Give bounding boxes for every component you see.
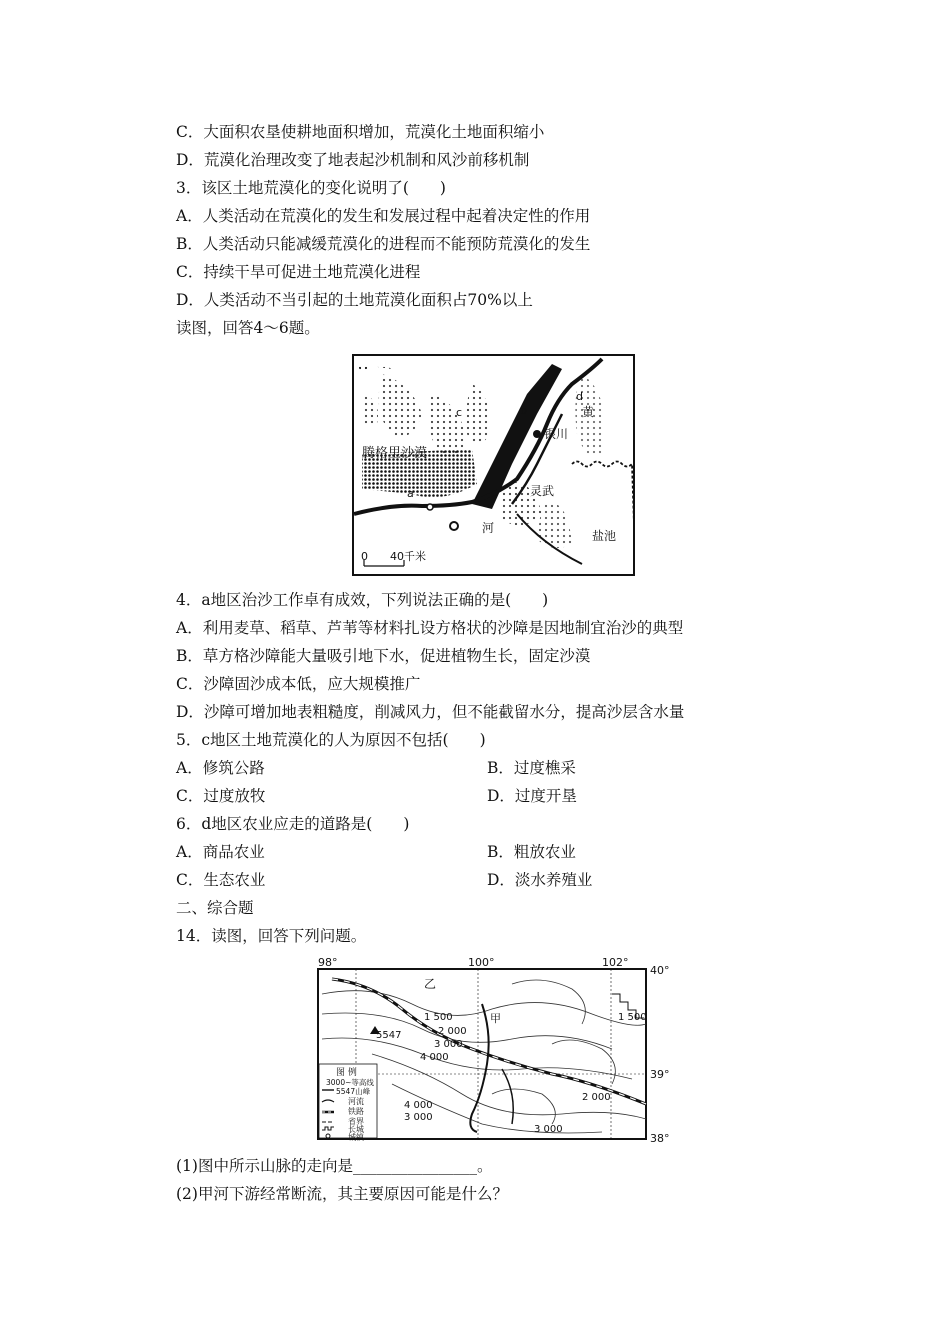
contour-label: 3 000 [404, 1112, 433, 1123]
label-huang: 黄 [582, 405, 595, 419]
legend-province-border: 省界 [348, 1117, 364, 1126]
lon-98: 98° [318, 956, 338, 969]
q4-option-b: B．草方格沙障能大量吸引地下水，促进植物生长，固定沙漠 [176, 647, 591, 665]
q3-option-b: B．人类活动只能减缓荒漠化的进程而不能预防荒漠化的发生 [176, 235, 591, 253]
q5-option-d: D．过度开垦 [487, 787, 577, 805]
scale-zero: 0 [361, 550, 368, 563]
q6-option-c: C．生态农业 [176, 871, 266, 889]
label-he: 河 [482, 521, 495, 535]
legend-peak: 5547山峰 [336, 1087, 371, 1096]
section-heading: 二、综合题 [176, 899, 254, 917]
label-a: a [407, 487, 414, 500]
contour-label: 1 500 [618, 1012, 647, 1023]
q14-sub2: (2)甲河下游经常断流，其主要原因可能是什么？ [176, 1185, 508, 1203]
q3-option-a: A．人类活动在荒漠化的发生和发展过程中起着决定性的作用 [176, 207, 591, 225]
contour-label: 3 000 [434, 1039, 463, 1050]
scale-distance: 40千米 [390, 550, 426, 563]
q2-option-c: C．大面积农垦使耕地面积增加，荒漠化土地面积缩小 [176, 123, 545, 141]
lon-102: 102° [602, 956, 629, 969]
q14-stem: 14．读图，回答下列问题。 [176, 927, 367, 945]
q3-option-d: D．人类活动不当引起的土地荒漠化面积占70%以上 [176, 291, 533, 309]
contour-label: 4 000 [404, 1100, 433, 1111]
legend-contour: 3000~等高线 [326, 1078, 374, 1087]
label-tengger-desert: 腾格里沙漠 [362, 446, 428, 461]
legend-title: 图 例 [336, 1068, 357, 1078]
qilian-mountains-map [312, 954, 674, 1146]
q4-option-d: D．沙障可增加地表粗糙度，削减风力，但不能截留水分，提高沙层含水量 [176, 703, 685, 721]
legend-river: 河流 [348, 1097, 364, 1106]
contour-label: 2 000 [438, 1026, 467, 1037]
contour-label: 2 000 [582, 1092, 611, 1103]
lat-40: 40° [650, 964, 670, 977]
q5-option-b: B．过度樵采 [487, 759, 576, 777]
label-d: d [576, 390, 583, 403]
q14-sub1: (1)图中所示山脉的走向是________________。 [176, 1157, 493, 1175]
q5-option-c: C．过度放牧 [176, 787, 266, 805]
tengger-desert-map [352, 354, 635, 576]
q6-option-b: B．粗放农业 [487, 843, 576, 861]
intro-4-6: 读图，回答4～6题。 [176, 319, 320, 337]
lon-100: 100° [468, 956, 495, 969]
label-yinchuan: 银川 [544, 427, 569, 441]
q2-option-d: D．荒漠化治理改变了地表起沙机制和风沙前移机制 [176, 151, 530, 169]
q6-option-d: D．淡水养殖业 [487, 871, 593, 889]
q5-option-a: A．修筑公路 [176, 759, 265, 777]
q3-stem: 3．该区土地荒漠化的变化说明了( ) [176, 179, 446, 197]
q4-option-c: C．沙障固沙成本低，应大规模推广 [176, 675, 421, 693]
q5-stem: 5．c地区土地荒漠化的人为原因不包括( ) [176, 731, 486, 749]
label-yi: 乙 [424, 977, 437, 991]
q4-stem: 4．a地区治沙工作卓有成效，下列说法正确的是( ) [176, 591, 549, 609]
label-peak-5547: 5547 [376, 1030, 402, 1041]
contour-label: 3 000 [534, 1124, 563, 1135]
legend-town: 城镇 [348, 1133, 364, 1142]
contour-label: 1 500 [424, 1012, 453, 1023]
label-jia: 甲 [490, 1012, 501, 1025]
contour-label: 4 000 [420, 1052, 449, 1063]
label-b: b [520, 404, 527, 417]
q6-option-a: A．商品农业 [176, 843, 265, 861]
legend-great-wall: 长城 [348, 1125, 364, 1134]
legend-railway: 铁路 [348, 1107, 364, 1116]
lat-38: 38° [650, 1132, 670, 1145]
q3-option-c: C．持续干旱可促进土地荒漠化进程 [176, 263, 421, 281]
label-lingwu: 灵武 [530, 484, 555, 498]
q4-option-a: A．利用麦草、稻草、芦苇等材料扎设方格状的沙障是因地制宜治沙的典型 [176, 619, 684, 637]
label-yanchi: 盐池 [592, 529, 617, 543]
q6-stem: 6．d地区农业应走的道路是( ) [176, 815, 410, 833]
label-c: c [456, 406, 463, 419]
lat-39: 39° [650, 1068, 670, 1081]
